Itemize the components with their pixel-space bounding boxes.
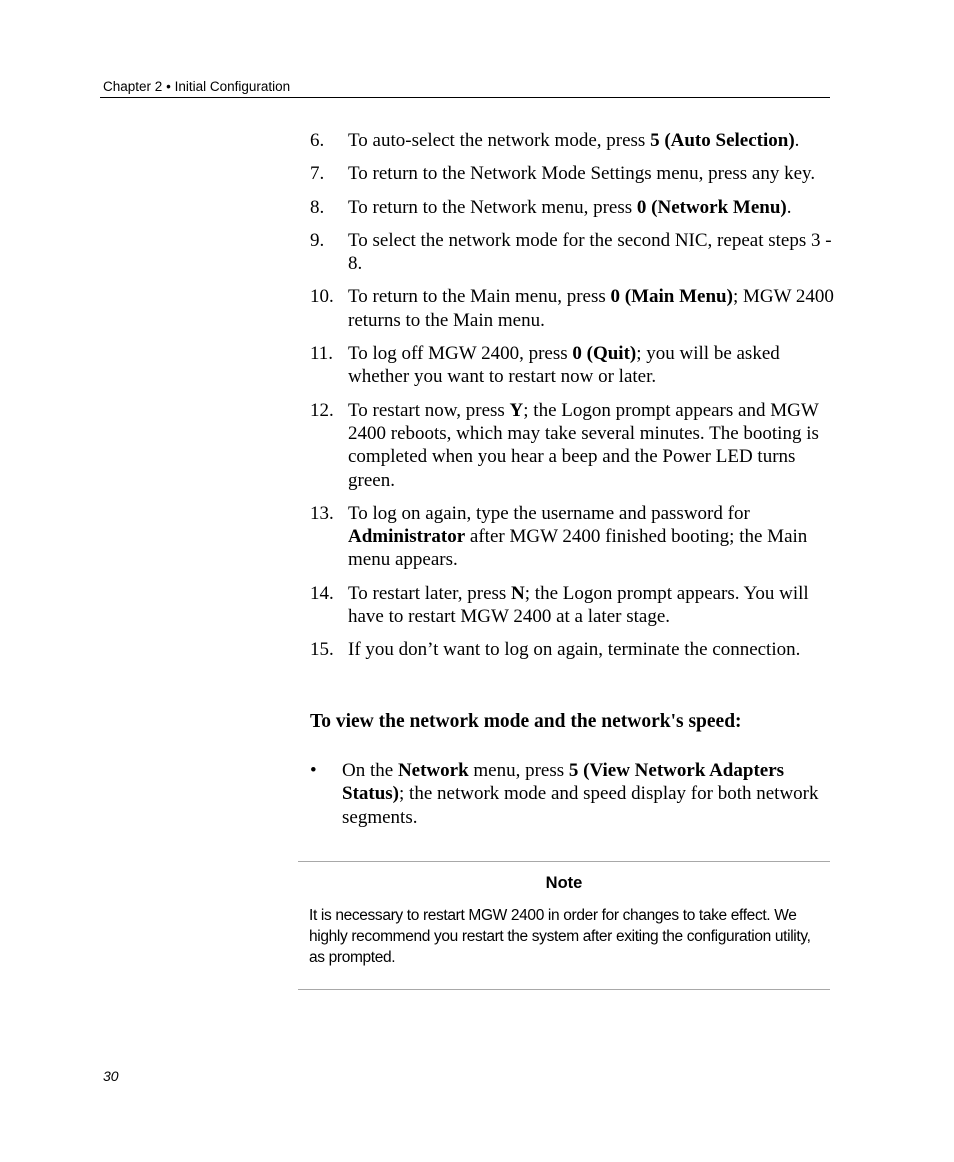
bold-text: 0 (Main Menu) xyxy=(610,286,733,308)
text-run: To auto-select the network mode, press xyxy=(348,130,651,151)
text-run: To restart now, press xyxy=(348,399,510,421)
step-item xyxy=(310,162,835,185)
step-text xyxy=(348,285,835,332)
text-run: To select the network mode for the second NIC, repeat steps 3 - 8. xyxy=(348,229,832,275)
step-number: 10. xyxy=(310,286,334,308)
step-item xyxy=(310,342,835,389)
text-run: after MGW 2400 finished booting; the Main menu appears. xyxy=(348,526,808,571)
page-number: 30 xyxy=(103,1068,119,1084)
step-item xyxy=(310,582,835,629)
step-number: 13. xyxy=(310,502,334,524)
text-run: To log on again, type the username and password for xyxy=(348,502,750,524)
step-number: 12. xyxy=(310,399,334,421)
bullet-item xyxy=(310,759,825,829)
step-text xyxy=(348,129,835,152)
note-bottom-rule xyxy=(298,989,830,990)
header-rule xyxy=(100,97,830,98)
text-run: . xyxy=(786,196,792,218)
text-run: ; MGW 2400 returns to the Main menu. xyxy=(348,286,834,331)
step-number: 8. xyxy=(310,196,325,218)
bold-text: 0 (Network Menu) xyxy=(636,196,787,218)
text-run: To return to the Network menu, press xyxy=(348,196,637,218)
step-text xyxy=(348,342,835,389)
text-run: ; you will be asked whether you want to restart now or later. xyxy=(348,343,780,388)
chapter-label: Chapter 2 xyxy=(103,79,163,94)
text-run: To restart later, press xyxy=(348,582,512,604)
note-body: It is necessary to restart MGW 2400 in order for changes to take effect. We highly recommend you restart the system after exiting the configuration utility, as prompted. xyxy=(309,907,811,966)
bold-text: Y xyxy=(509,399,524,421)
step-text xyxy=(348,638,835,661)
bold-text: 0 (Quit) xyxy=(572,343,637,365)
note-title: Note xyxy=(545,874,583,892)
section-heading: To view the network mode and the network's speed: xyxy=(310,711,742,732)
step-item xyxy=(310,196,835,219)
text-run: To log off MGW 2400, press xyxy=(348,343,573,365)
step-number: 11. xyxy=(310,343,334,365)
text-run: If you don’t want to log on again, terminate the connection. xyxy=(348,639,801,661)
text-run: . xyxy=(794,130,800,151)
step-number: 15. xyxy=(310,639,334,661)
text-run: menu, press xyxy=(468,760,569,781)
text-run: ; the Logon prompt appears. You will have to restart MGW 2400 at a later stage. xyxy=(348,582,809,628)
text-run: ; the network mode and speed display for both network segments. xyxy=(342,783,819,828)
procedure-steps xyxy=(310,129,835,672)
step-item xyxy=(310,129,835,152)
step-number: 7. xyxy=(310,163,325,185)
step-text xyxy=(348,582,835,629)
text-run: On the xyxy=(342,760,398,781)
bold-text: 5 (View Network Adapters Status) xyxy=(342,760,785,805)
bullet-symbol: • xyxy=(310,760,317,781)
step-number: 14. xyxy=(310,582,334,604)
text-run: To return to the Network Mode Settings menu, press any key. xyxy=(348,163,816,185)
step-text xyxy=(348,502,835,572)
bold-text: Network xyxy=(397,760,469,781)
step-number: 9. xyxy=(310,229,325,251)
header-separator: • xyxy=(166,79,171,94)
bold-text: N xyxy=(511,582,525,604)
bullet-text xyxy=(342,759,825,829)
step-item xyxy=(310,638,835,661)
text-run: ; the Logon prompt appears and MGW 2400 reboots, which may take several minutes. The booting is completed when you hear a beep and the Power LED turns green. xyxy=(348,399,819,491)
bold-text: 5 (Auto Selection) xyxy=(650,130,795,151)
note-top-rule xyxy=(298,861,830,862)
chapter-title: Initial Configuration xyxy=(174,79,291,94)
step-item xyxy=(310,399,835,492)
step-text xyxy=(348,196,835,219)
step-number: 6. xyxy=(310,130,325,151)
step-text xyxy=(348,162,835,185)
step-item xyxy=(310,229,835,276)
step-text xyxy=(348,229,835,276)
text-run: To return to the Main menu, press xyxy=(348,286,611,308)
step-item xyxy=(310,502,835,572)
running-header xyxy=(103,79,290,95)
step-item xyxy=(310,285,835,332)
step-text xyxy=(348,399,835,492)
bold-text: Administrator xyxy=(348,526,466,548)
